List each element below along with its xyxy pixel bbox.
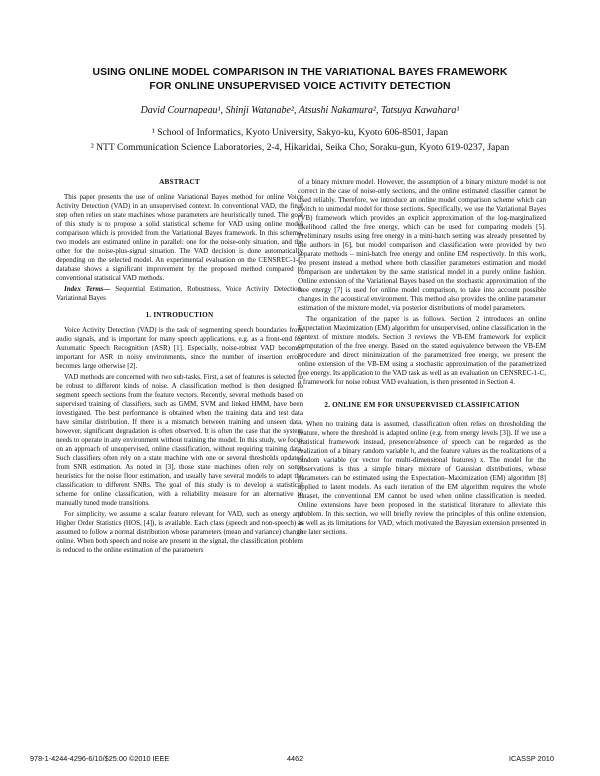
index-terms xyxy=(56,285,303,303)
right-paragraph-1: of a binary mixture model. However, the assumption of a binary mixture model is not correct in the case of noise-only sections, and the online estimated classifier cannot be used reliably. Therefore, we introduce an online model comparison scheme which can switch to unimodal model for those sections. Specifically, we use the Variational Bayes (VB) framework which provides an explicit approximation of the log-marginalized likelihood called the free energy, which can be used for comparing models [5]. Preliminary results using free energy in a mini-batch setting was already presented by the authors in [6], but model comparison and classification were provided by two separate methods – mini-batch free energy and online EM respectively. In this work, we present instead a method where both classifier parameters estimation and model comparison are undertaken by the same statistical model in a purely online fashion. Online extension of the Variational Bayes based on the stochastic approximation of the free energy [7] is used for online model comparison, to take into account possible changes in the acoustical environment. This method also provides the online parameter estimation of the mixture model, via posterior distributions of model parameters. xyxy=(298,178,546,312)
index-terms-text: Sequential Estimation, Robustness, Voice Activity Detection, Variational Bayes xyxy=(56,285,303,302)
intro-paragraph-1: Voice Activity Detection (VAD) is the task of segmenting speech boundaries from audio signals, and is important for many speech applications, e.g. as a front-end for Automatic Speech Recognition (ASR) [1]. Especially, noise-robust VAD becomes important for ASR in noisy environments, since the number of insertion errors becomes large otherwise [2]. xyxy=(56,326,303,370)
left-column xyxy=(56,178,303,557)
right-column xyxy=(298,178,546,539)
abstract-text: This paper presents the use of online Variational Bayes method for online Voice Activity Detection (VAD) in an unsupervised context. In conventional VAD, the final step often relies on state machines whose parameters are heuristically tuned. The goal of this study is to propose a solid statistical scheme for VAD using online model comparison which is provided from the Variational Bayes framework. In this scheme, two models are estimated online in parallel: one for the noise-only situation, and the other for the noise-plus-signal situation. The VAD decision is done automatically depending on the selected model. An experimental evaluation on the CENSREC-1-C database shows a significant improvement by the proposed method compared to conventional statistical VAD methods. xyxy=(56,193,303,282)
footer-conference: ICASSP 2010 xyxy=(509,754,554,763)
footer-isbn: 978-1-4244-4296-6/10/$25.00 ©2010 IEEE xyxy=(30,754,170,763)
intro-paragraph-2: VAD methods are concerned with two sub-tasks. First, a set of features is selected to be robust to different kinds of noise. A classification method is then designed to segment speech sections from the feature vectors. Recently, several methods based on supervised training of classifiers, such as GMM, SVM and linked HMM, have been investigated. The best performance is obtained when the training data and test data have similar distribution. If there is a mismatch between training and unseen data, however, significant degradation is often observed. It is often the case that the system needs to operate in any environment without training the model. In this study, we focus on an approach of unsupervised, online classification, without requiring training data. Such classifiers often rely on a state machine with one or several thresholds updated from SNR estimation. As noted in [3], those state machines often rely on some heuristics for the noise floor estimation, and usually have several models to adapt the classification to different SNRs. The goal of this study is to develop a statistical scheme for online classification, with a reliability measure for an alternative to manually tuned mode transitions. xyxy=(56,373,303,507)
title-line-2: FOR ONLINE UNSUPERVISED VOICE ACTIVITY DETECTION xyxy=(149,80,451,92)
section1-heading: 1. INTRODUCTION xyxy=(145,311,214,319)
section2-heading: 2. ONLINE EM FOR UNSUPERVISED CLASSIFICATION xyxy=(324,401,520,409)
affiliation-2: ² NTT Communication Science Laboratories, 2-4, Hikaridai, Seika Cho, Soraku-gun, Kyoto 619-0237, Japan xyxy=(90,142,510,153)
index-terms-label: Index Terms— xyxy=(64,285,111,293)
title-line-1: USING ONLINE MODEL COMPARISON IN THE VARIATIONAL BAYES FRAMEWORK xyxy=(92,67,508,78)
abstract-heading: ABSTRACT xyxy=(159,178,200,186)
section2-text: When no training data is assumed, classification often relies on thresholding the feature, where the threshold is adapted online (e.g. from energy levels [3]). If we use a statistical framework instead, presence/absence of speech can be regarded as the realization of a binary random variable h, and the feature values as the realizations of a random variable (or vector for multi-dimensional features) x. The model for the observations is thus a simple binary mixture of Gaussian distributions, whose parameters can be estimated using the Expectation–Maximization (EM) algorithm [8] applied to latent models. As each iteration of the EM algorithm requires the whole dataset, the conventional EM cannot be used when online classification is needed. Online extensions have been proposed in the statistical literature to alleviate this problem. In this section, we will briefly review the principles of this online extension, as well as its limitations for VAD, which motivated the Bayesian extension presented in the later sections. xyxy=(298,420,546,536)
author-list: David Cournapeau¹, Shinji Watanabe², Atsushi Nakamura², Tatsuya Kawahara¹ xyxy=(140,105,460,116)
intro-paragraph-3: For simplicity, we assume a scalar feature relevant for VAD, such as energy and Higher Order Statistics (HOS, [4]), is available. Each class (speech and non-speech) is assumed to follow a normal distribution whose parameters (mean and variance) change online. When both speech and noise are present in the signal, the classification problem is reduced to the online estimation of the parameters xyxy=(56,510,303,554)
right-paragraph-2: The organization of the paper is as follows. Section 2 introduces an online Expectation Maximization (EM) algorithm for unsupervised, online classification in the context of mixture models. Section 3 reviews the VB-EM framework for explicit computation of the free energy. Based on the stated equivalence between the VB-EM procedure and direct minimization of the parametrized free energy, we present the online extension of the VB-EM using a stochastic approximation of the parametrized free energy. Its application to the VAD task as well as an evaluation on CENSREC-1-C, a framework for noise robust VAD evaluation, is then presented in Section 4. xyxy=(298,315,546,386)
paper-title xyxy=(40,66,560,93)
footer-page-number: 4462 xyxy=(287,754,304,763)
affiliation-1: ¹ School of Informatics, Kyoto University, Sakyo-ku, Kyoto 606-8501, Japan xyxy=(151,127,449,138)
